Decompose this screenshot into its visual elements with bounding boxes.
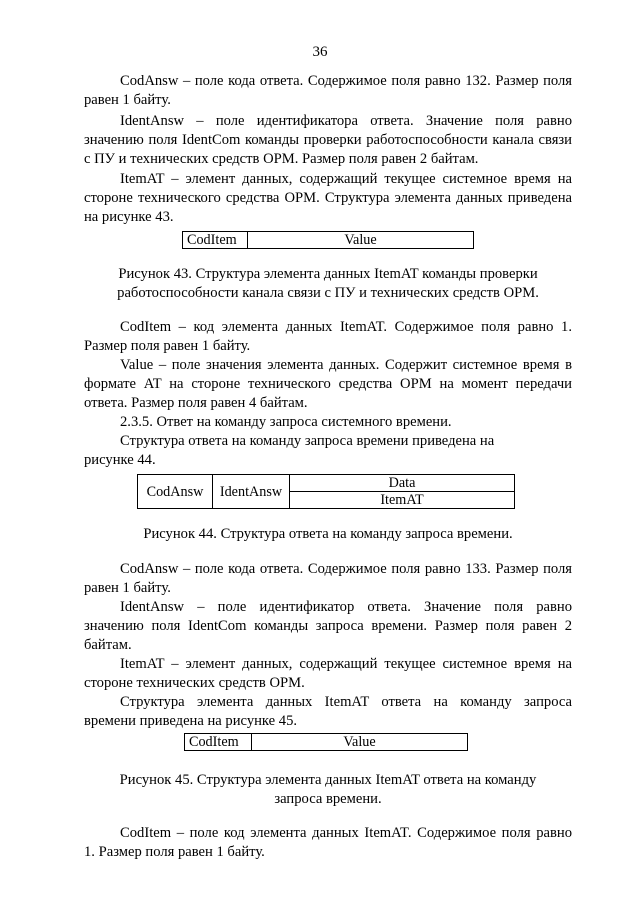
paragraph-line: ответа. Размер поля равен 4 байтам. (84, 395, 308, 411)
paragraph-line: CodAnsw – поле кода ответа. Содержимое поля равно 132. Размер поля (120, 73, 572, 89)
paragraph-line: рисунке 44. (84, 452, 156, 468)
paragraph-line: равен 1 байту. (84, 92, 171, 108)
paragraph-line: Value – поле значения элемента данных. Содержит системное время в (120, 357, 572, 373)
figure-45-structure (184, 733, 468, 751)
paragraph-line: Структура ответа на команду запроса времени приведена на (120, 433, 495, 449)
paragraph-line: CodItem – поле код элемента данных ItemAT. Содержимое поля равно (120, 825, 572, 841)
field-codansw: CodAnsw (138, 475, 213, 509)
figure-43-structure (182, 231, 474, 249)
paragraph-line: байтам. (84, 637, 132, 653)
paragraph-line: Размер поля равен 1 байту. (84, 338, 251, 354)
figure-caption: запроса времени. (274, 791, 382, 807)
paragraph-line: времени приведена на рисунке 45. (84, 713, 298, 729)
paragraph-line: значению поля IdentCom команды проверки работоспособности канала связи (84, 132, 572, 148)
paragraph-line: CodItem – код элемента данных ItemAT. Содержимое поля равно 1. (120, 319, 572, 335)
figure-caption: Рисунок 44. Структура ответа на команду запроса времени. (143, 526, 513, 542)
paragraph-line: Структура элемента данных ItemAT ответа на команду запроса (120, 694, 572, 710)
paragraph-line: IdentAnsw – поле идентификатор ответа. Значение поля равно (120, 599, 572, 615)
field-value: Value (252, 734, 468, 751)
paragraph-line: стороне технических средств ОРМ. (84, 675, 305, 691)
paragraph-line: ItemAT – элемент данных, содержащий текущее системное время на (120, 171, 572, 187)
paragraph-line: значению поля IdentCom команды запроса времени. Размер поля равен 2 (84, 618, 572, 634)
field-coditem: CodItem (183, 232, 248, 249)
field-itemat: ItemAT (290, 492, 515, 509)
paragraph-line: IdentAnsw – поле идентификатора ответа. Значение поля равно (120, 113, 572, 129)
paragraph-line: на рисунке 43. (84, 209, 174, 225)
figure-caption: работоспособности канала связи с ПУ и технических средств ОРМ. (117, 285, 539, 301)
figure-caption: Рисунок 43. Структура элемента данных ItemAT команды проверки (118, 266, 538, 282)
figure-44-structure (137, 474, 515, 509)
paragraph-line: CodAnsw – поле кода ответа. Содержимое поля равно 133. Размер поля (120, 561, 572, 577)
field-data: Data (290, 475, 515, 492)
page-number: 36 (312, 44, 328, 60)
field-identansw: IdentAnsw (213, 475, 290, 509)
paragraph-line: равен 1 байту. (84, 580, 171, 596)
paragraph-line: с ПУ и технических средств ОРМ. Размер поля равен 2 байтам. (84, 151, 479, 167)
paragraph-line: 1. Размер поля равен 1 байту. (84, 844, 265, 860)
field-coditem: CodItem (185, 734, 252, 751)
paragraph-line: стороне технического средства ОРМ. Структура элемента данных приведена (84, 190, 572, 206)
paragraph-line: формате AT на стороне технического средства ОРМ на момент передачи (84, 376, 572, 392)
field-value: Value (248, 232, 474, 249)
section-heading: 2.3.5. Ответ на команду запроса системного времени. (120, 414, 452, 430)
figure-caption: Рисунок 45. Структура элемента данных ItemAT ответа на команду (119, 772, 537, 788)
paragraph-line: ItemAT – элемент данных, содержащий текущее системное время на (120, 656, 572, 672)
